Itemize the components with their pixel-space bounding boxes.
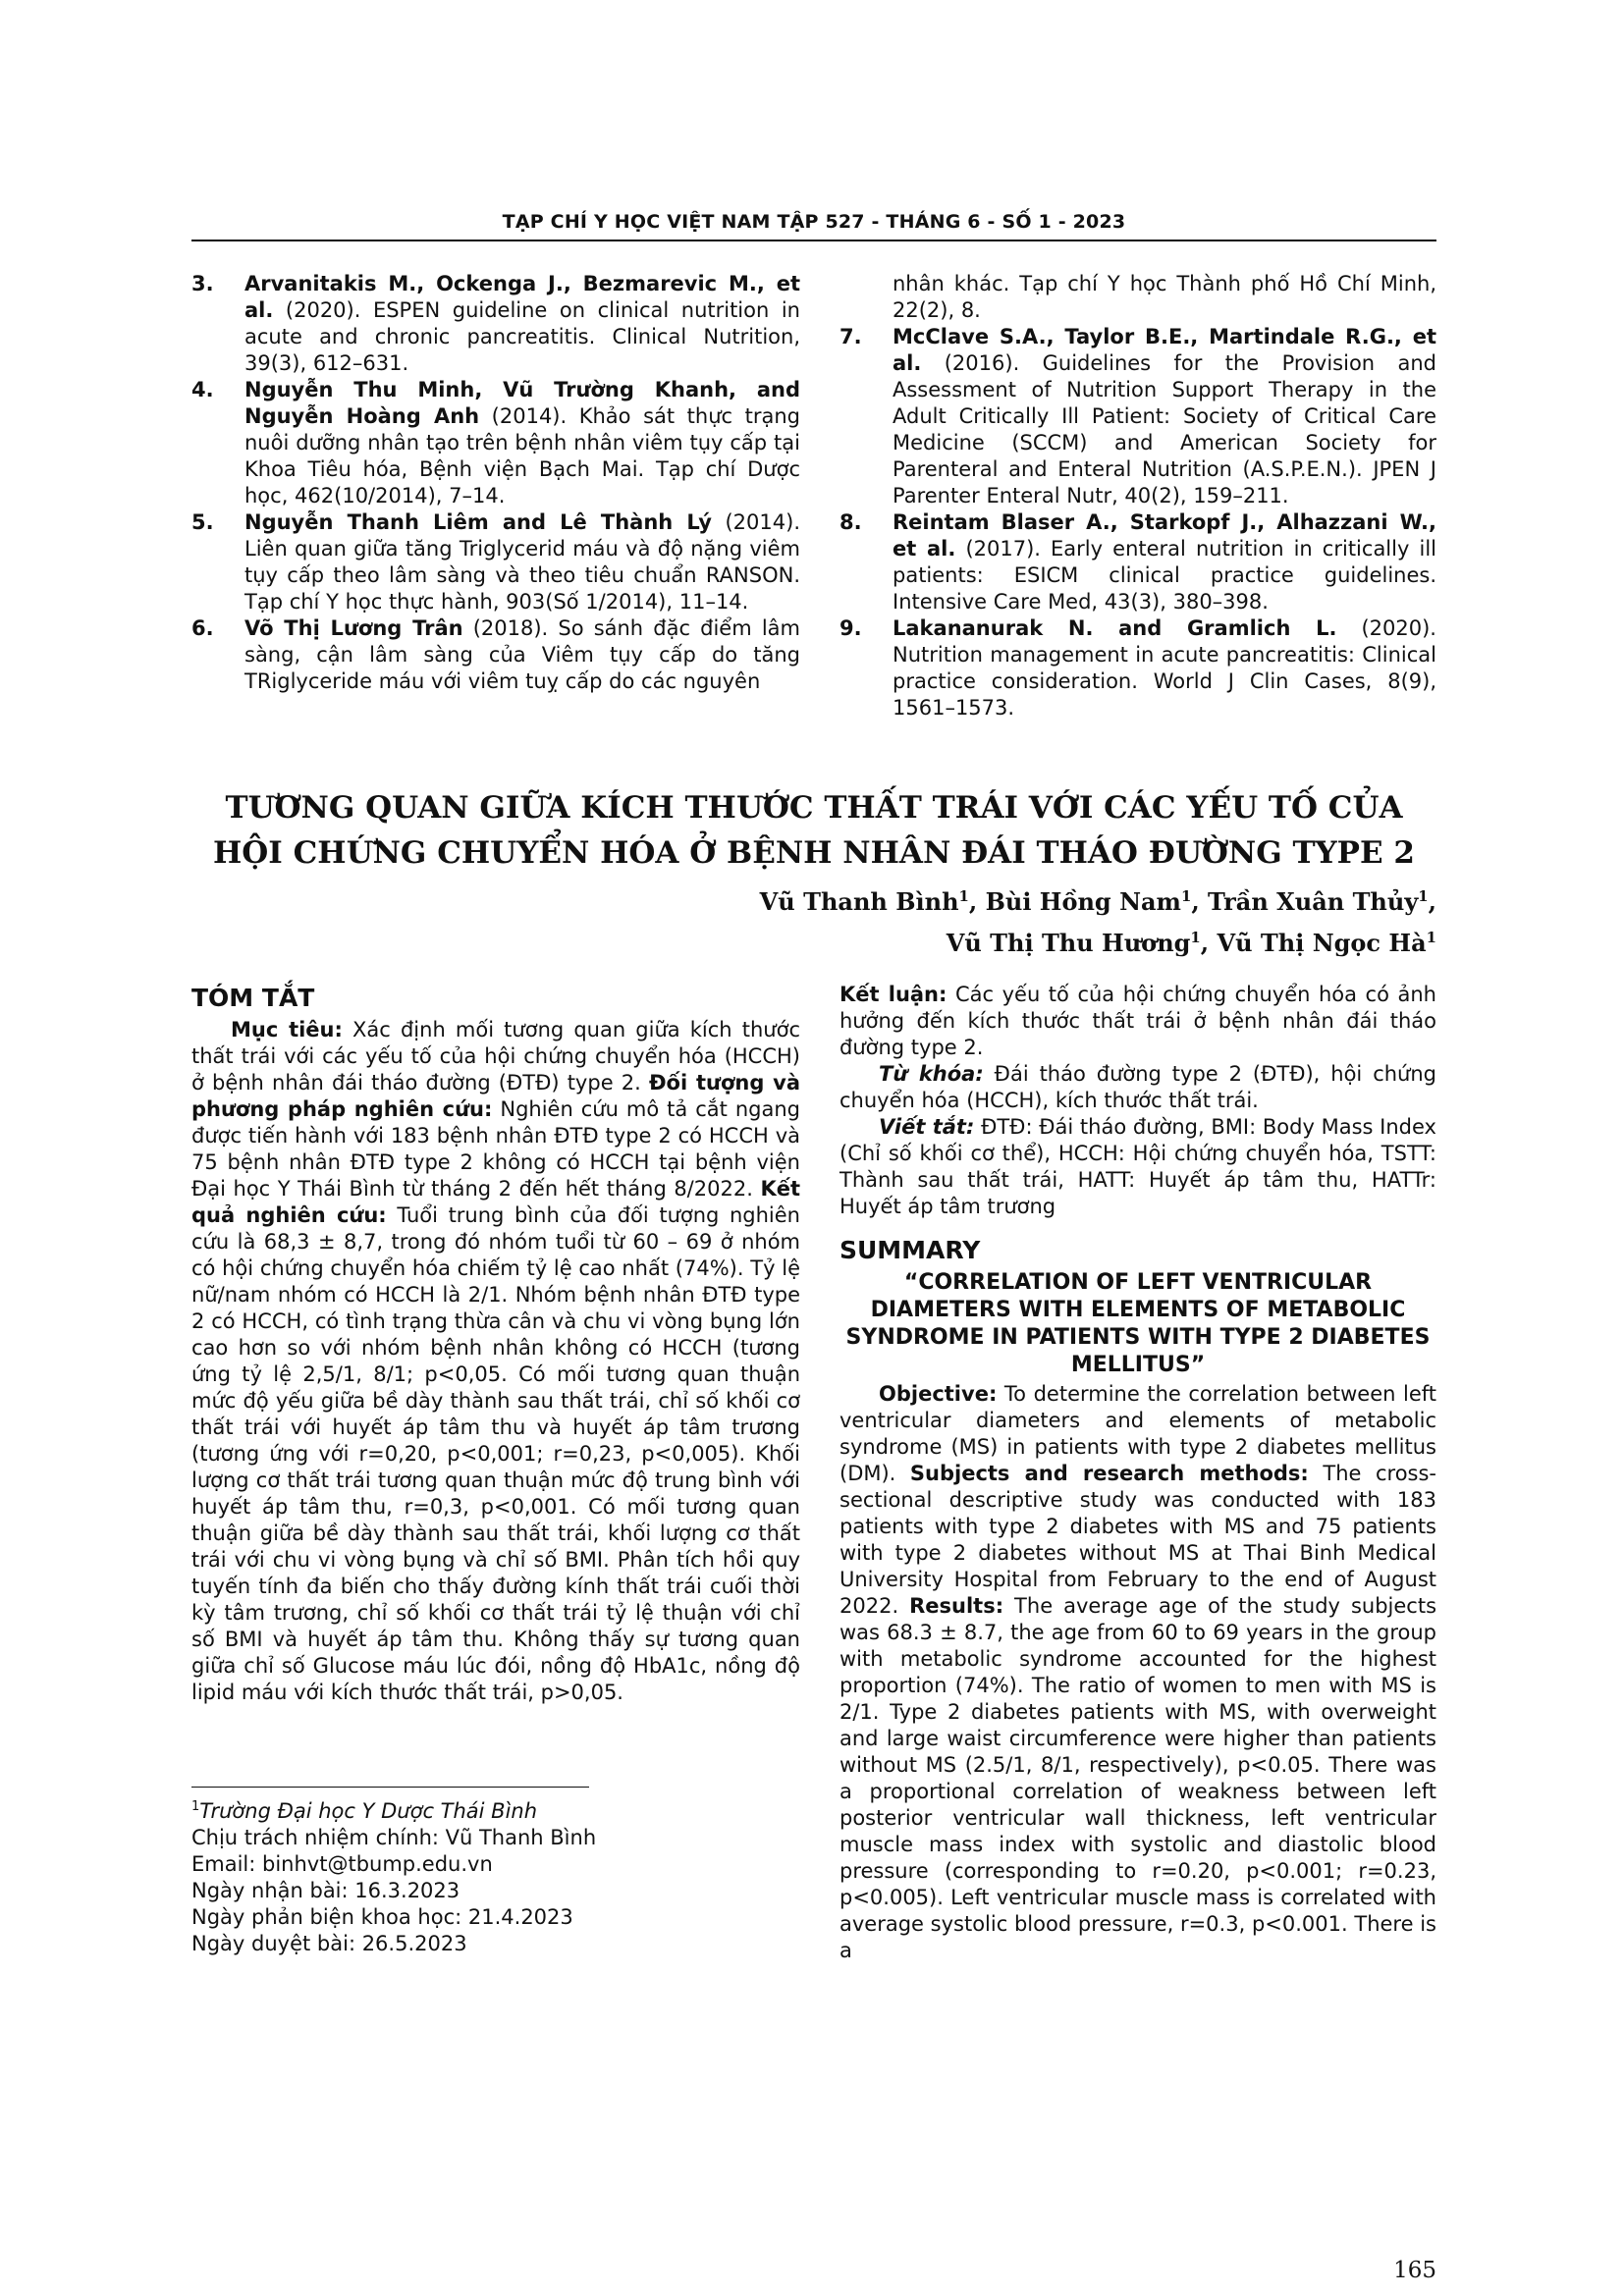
summary-label: Objective: [879,1382,998,1406]
reference-number: 6. [191,616,214,640]
reference-authors: McClave S.A., Taylor B.E., Martindale R.G., et al. [893,325,1436,375]
author-name: Vũ Thanh Bình [759,887,959,916]
footnote-email: Email: binhvt@tbump.edu.vn [191,1852,493,1876]
reference-authors: Võ Thị Lương Trân [244,616,463,640]
page-number: 165 [1393,2258,1436,2283]
reference-number: 9. [839,616,862,640]
abstract-text: Xác định mối tương quan giữa kích thước thất trái với các yếu tố của hội chứng chuyển hóa (HCCH) ở bệnh nhân đái tháo đường (ĐTĐ) type 2. [191,1018,801,1095]
abbreviations-text: ĐTĐ: Đái tháo đường, BMI: Body Mass Index (Chỉ số khối cơ thể), HCCH: Hội chứng chuyển hóa, TSTT: Thành sau thất trái, HATT: Huyết áp tâm thu, HATTr: Huyết áp tâm trương [839,1115,1436,1218]
summary-text: To determine the correlation between left ventricular diameters and elements of metabolic syndrome (MS) in patients with type 2 diabetes mellitus (DM). [839,1382,1436,1485]
summary-heading: SUMMARY [839,1236,981,1264]
reference-item [191,377,800,509]
abbreviations-label: Viết tắt: [879,1115,975,1139]
abstract-text: Tuổi trung bình của đối tượng nghiên cứu là 68,3 ± 8,7, trong đó nhóm tuổi từ 60 – 69 ở nhóm có hội chứng chuyển hóa chiếm tỷ lệ cao nhất (74%). Tỷ lệ nữ/nam nhóm có HCCH là 2/1. Nhóm bệnh nhân ĐTĐ type 2 có HCCH, có tình trạng thừa cân và chu vi vòng bụng lớn cao hơn so với nhóm bệnh nhân không có HCCH (tương ứng tỷ lệ 2,5/1, 8/1; p<0,05. Có mối tương quan thuận mức độ yếu giữa bề dày thành sau thất trái, chỉ số khối cơ thất trái với huyết áp tâm thu và huyết áp tâm trương (tương ứng với r=0,20, p<0,001; r=0,23, p<0,005). Khối lượng cơ thất trái tương quan thuận mức độ trung bình với huyết áp tâm thu, r=0,3, p<0,001. Có mối tương quan thuận giữa bề dày thành sau thất trái, khối lượng cơ thất trái với chu vi vòng bụng và chỉ số BMI. Phân tích hồi quy tuyến tính đa biến cho thấy đường kính thất trái cuối thời kỳ tâm trương, chỉ số khối cơ thất trái tỷ lệ thuận với chỉ số BMI và huyết áp tâm thu. Không thấy sự tương quan giữa chỉ số Glucose máu lúc đói, nồng độ HbA1c, nồng độ lipid máu với kích thước thất trái, p>0,05. [191,1203,800,1704]
reference-text: (2020). Nutrition management in acute pancreatitis: Clinical practice consideration. World J Clin Cases, 8(9), 1561–1573. [893,616,1436,720]
reference-number: 7. [839,325,862,348]
reference-number: 4. [191,378,214,401]
abstract-text: Các yếu tố của hội chứng chuyển hóa có ảnh hưởng đến kích thước thất trái ở bệnh nhân đái tháo đường type 2. [839,983,1436,1059]
reference-authors: Nguyễn Thanh Liêm and Lê Thành Lý [244,510,712,534]
reference-authors: Reintam Blaser A., Starkopf J., Alhazzani W., et al. [893,510,1436,561]
abstract-label: Kết quả nghiên cứu: [191,1177,800,1227]
footnote-reviewed: Ngày phản biện khoa học: 21.4.2023 [191,1905,573,1929]
abstract-text: Nghiên cứu mô tả cắt ngang được tiến hành với 183 bệnh nhân ĐTĐ type 2 có HCCH và 75 bệnh nhân ĐTĐ type 2 không có HCCH tại bệnh viện Đại học Y Thái Bình từ tháng 2 đến hết tháng 8/2022. [191,1097,800,1201]
author-name: Vũ Thị Ngọc Hà [1217,929,1427,957]
reference-text: (2014). Khảo sát thực trạng nuôi dưỡng nhân tạo trên bệnh nhân viêm tụy cấp tại Khoa Tiêu hóa, Bệnh viện Bạch Mai. Tạp chí Dược học, 462(10/2014), 7–14. [244,404,800,507]
footnote-rule [191,1787,589,1788]
footnote-received: Ngày nhận bài: 16.3.2023 [191,1879,460,1902]
reference-authors: Nguyễn Thu Minh, Vũ Trường Khanh, and Nguyễn Hoàng Anh [244,378,800,428]
article-title [191,785,1436,876]
affiliation-mark: 1 [191,1799,200,1814]
abstract-vi-heading: TÓM TẮT [191,984,315,1012]
summary-label: Results: [909,1594,1004,1618]
keywords [839,1061,1436,1114]
keywords-label: Từ khóa: [879,1062,984,1086]
author-name: Vũ Thị Thu Hương [946,929,1191,957]
affiliation-text: Trường Đại học Y Dược Thái Bình [199,1799,538,1823]
abbreviations [839,1114,1436,1220]
article-authors [589,881,1436,964]
author-affiliation-mark: 1 [1426,929,1436,946]
footnotes [191,1798,800,1957]
author-affiliation-mark: 1 [1418,887,1429,905]
author-affiliation-mark: 1 [1180,887,1192,905]
article-title-line: TƯƠNG QUAN GIỮA KÍCH THƯỚC THẤT TRÁI VỚI CÁC YẾU TỐ CỦA [225,790,1403,826]
reference-authors: Lakananurak N. and Gramlich L. [893,616,1337,640]
author-affiliation-mark: 1 [1190,929,1201,946]
author-name: Trần Xuân Thủy [1208,887,1419,916]
footnote-accepted: Ngày duyệt bài: 26.5.2023 [191,1932,467,1955]
reference-number: 5. [191,510,214,534]
author-separator: , [1191,887,1209,916]
reference-text: (2016). Guidelines for the Provision and Assessment of Nutrition Support Therapy in the Adult Critically Ill Patient: Society of Critical Care Medicine (SCCM) and American Society for Parenteral and Enteral Nutrition (A.S.P.E.N.). JPEN J Parenter Enteral Nutr, 40(2), 159–211. [893,351,1436,507]
reference-item [839,324,1436,509]
journal-header: TẠP CHÍ Y HỌC VIỆT NAM TẬP 527 - THÁNG 6 - SỐ 1 - 2023 [502,211,1126,233]
reference-text: (2017). Early enteral nutrition in critically ill patients: ESICM clinical practice guidelines. Intensive Care Med, 43(3), 380–398. [893,537,1436,614]
reference-text: (2014). Liên quan giữa tăng Triglycerid máu và độ nặng viêm tụy cấp theo lâm sàng và theo tiêu chuẩn RANSON. Tạp chí Y học thực hành, 903(Số 1/2014), 11–14. [244,510,800,614]
header-rule [191,240,1436,241]
references-left-column [191,271,800,695]
author-separator: , [1200,929,1218,957]
abstract-vi-column [191,982,800,1706]
reference-item [191,615,800,695]
abstract-en-column [839,982,1436,1964]
reference-number: 8. [839,510,862,534]
summary-text: The average age of the study subjects was 68.3 ± 8.7, the age from 60 to 69 years in the group with metabolic syndrome accounted for the highest proportion (74%). The ratio of women to men with MS is 2/1. Type 2 diabetes patients with MS, with overweight and large waist circumference were higher than patients without MS (2.5/1, 8/1, respectively), p<0.05. There was a proportional correlation of weakness between left posterior ventricular wall thickness, left ventricular muscle mass index with systolic and diastolic blood pressure (corresponding to r=0.20, p<0.001; r=0.23, p<0.005). Left ventricular muscle mass is correlated with average systolic blood pressure, r=0.3, p<0.001. There is a [839,1594,1437,1962]
author-line [589,923,1436,964]
abstract-label: Mục tiêu: [231,1018,343,1041]
summary-text: The cross-sectional descriptive study was conducted with 183 patients with type 2 diabetes with MS and 75 patients with type 2 diabetes without MS at Thai Binh Medical University Hospital from February to the end of August 2022. [839,1462,1437,1618]
abstract-label: Kết luận: [839,983,947,1006]
author-affiliation-mark: 1 [958,887,969,905]
reference-item [839,509,1436,615]
abstract-vi-conclusion [839,982,1436,1061]
reference-item [191,509,800,615]
abstract-vi-body [191,1017,800,1706]
author-separator: , [968,887,986,916]
reference-item [839,615,1436,721]
abstract-label: Đối tượng và phương pháp nghiên cứu: [191,1071,800,1121]
reference-item [191,271,800,377]
references-right-column [839,271,1436,721]
author-separator: , [1428,887,1436,916]
reference-authors: Arvanitakis M., Ockenga J., Bezmarevic M., et al. [244,272,800,322]
summary-body [839,1381,1436,1964]
article-title-line: HỘI CHỨNG CHUYỂN HÓA Ở BỆNH NHÂN ĐÁI THÁO ĐƯỜNG TYPE 2 [213,835,1415,871]
author-name: Bùi Hồng Nam [985,887,1181,916]
footnote-affiliation [191,1798,800,1825]
reference-text: (2020). ESPEN guideline on clinical nutrition in acute and chronic pancreatitis. Clinical Nutrition, 39(3), 612–631. [244,298,800,375]
summary-label: Subjects and research methods: [909,1462,1309,1485]
keywords-text: Đái tháo đường type 2 (ĐTĐ), hội chứng chuyển hóa (HCCH), kích thước thất trái. [839,1062,1436,1112]
summary-title: “CORRELATION OF LEFT VENTRICULAR DIAMETERS WITH ELEMENTS OF METABOLIC SYNDROME IN PATIENTS WITH TYPE 2 DIABETES MELLITUS” [845,1270,1431,1377]
reference-number: 3. [191,272,214,295]
reference-text: (2018). So sánh đặc điểm lâm sàng, cận lâm sàng của Viêm tụy cấp do tăng TRiglyceride máu với viêm tuỵ cấp do các nguyên [244,616,800,693]
author-line [589,881,1436,923]
footnote-responsible: Chịu trách nhiệm chính: Vũ Thanh Bình [191,1826,597,1849]
reference-continuation: nhân khác. Tạp chí Y học Thành phố Hồ Chí Minh, 22(2), 8. [893,272,1436,322]
